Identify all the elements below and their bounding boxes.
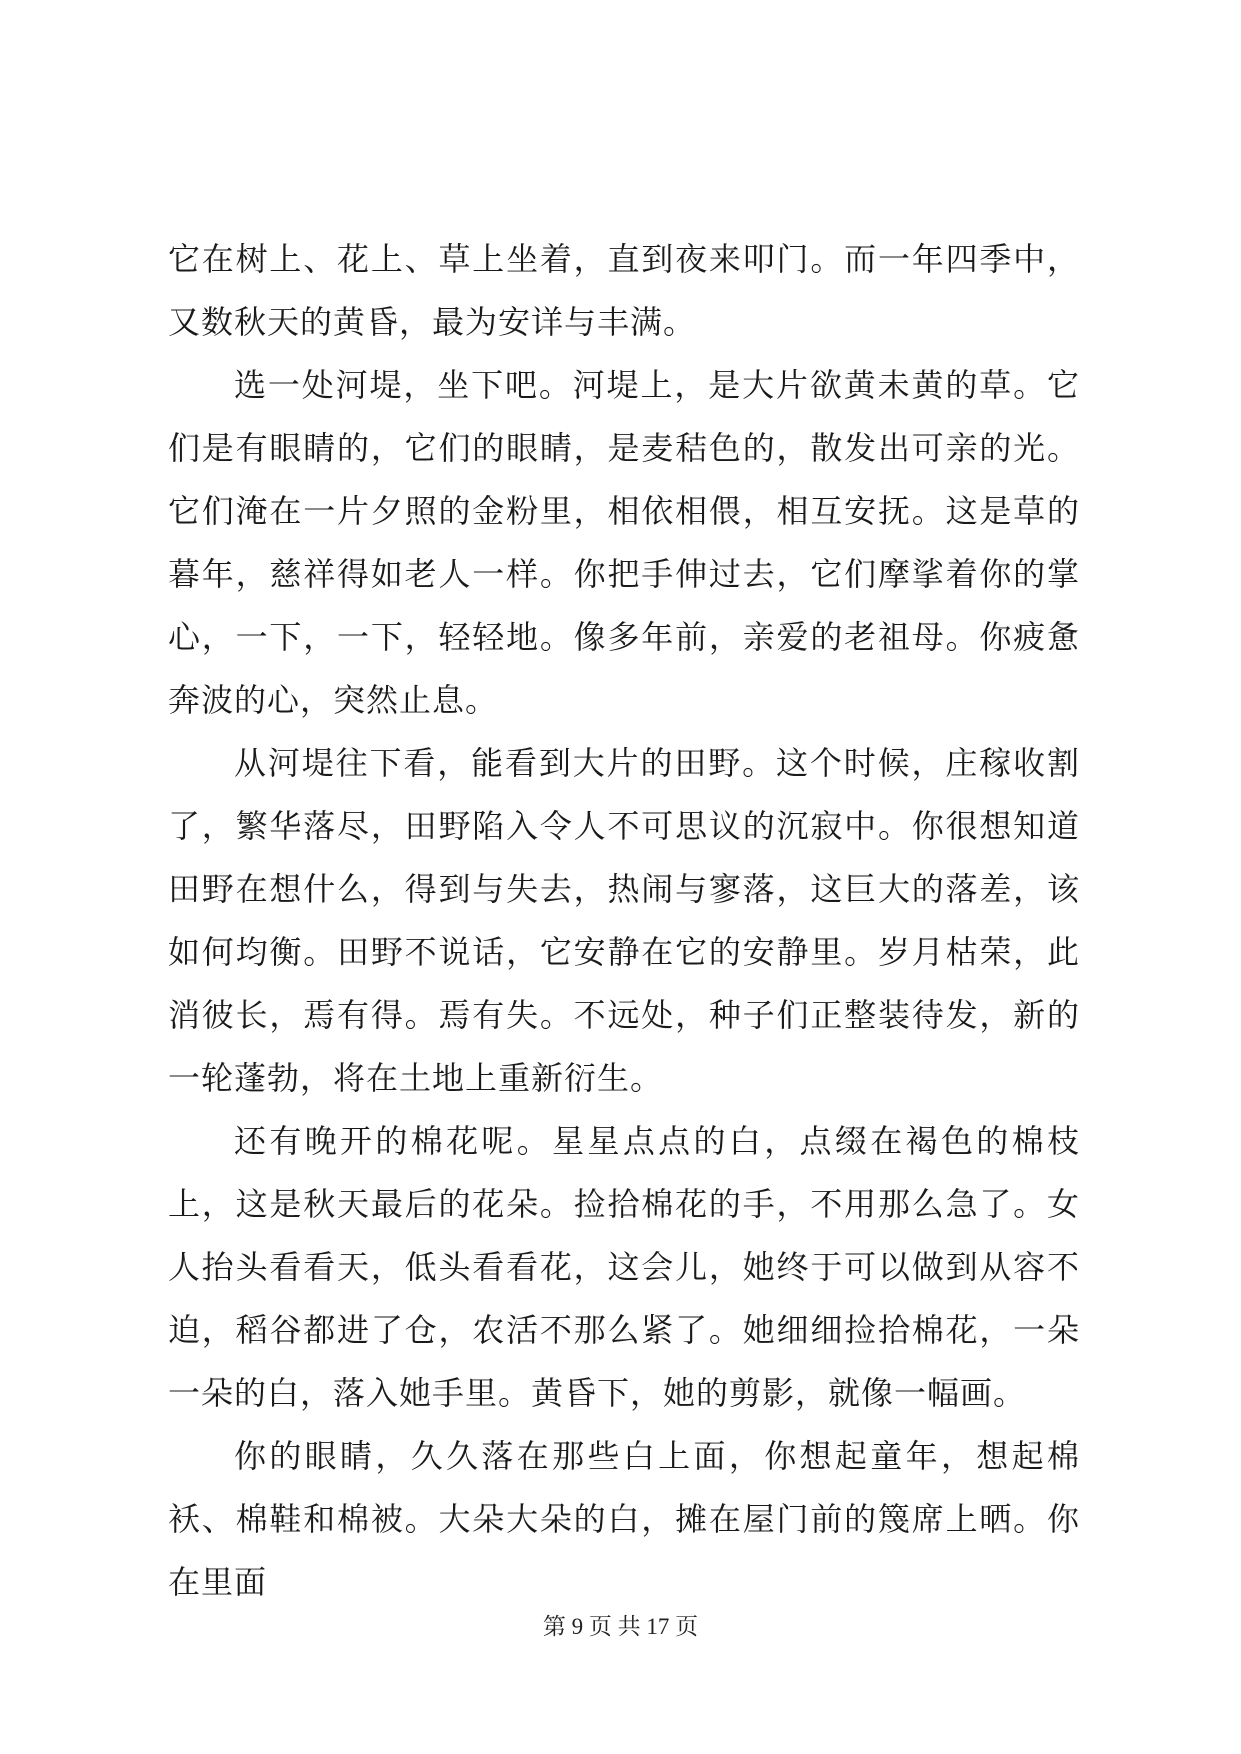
paragraph-4: 还有晚开的棉花呢。星星点点的白，点缀在褐色的棉枝上，这是秋天最后的花朵。捡拾棉花的手，不用那么急了。女人抬头看看天，低头看看花，这会儿，她终于可以做到从容不迫，稻谷都进了仓，农活不那么紧了。她细细捡拾棉花，一朵一朵的白，落入她手里。黄昏下，她的剪影，就像一幅画。 [168,1122,1080,1412]
paragraph-2: 选一处河堤，坐下吧。河堤上，是大片欲黄未黄的草。它们是有眼睛的，它们的眼睛，是麦秸色的，散发出可亲的光。它们淹在一片夕照的金粉里，相依相偎，相互安抚。这是草的暮年，慈祥得如老人一样。你把手伸过去，它们摩挲着你的掌心，一下，一下，轻轻地。像多年前，亲爱的老祖母。你疲惫奔波的心，突然止息。 [168,366,1080,719]
paragraph-1: 它在树上、花上、草上坐着，直到夜来叩门。而一年四季中，又数秋天的黄昏，最为安详与丰满。 [168,240,1080,341]
paragraph-3: 从河堤往下看，能看到大片的田野。这个时候，庄稼收割了，繁华落尽，田野陷入令人不可思议的沉寂中。你很想知道田野在想什么，得到与失去，热闹与寥落，这巨大的落差，该如何均衡。田野不说话，它安静在它的安静里。岁月枯荣，此消彼长，焉有得。焉有失。不远处，种子们正整装待发，新的一轮蓬勃，将在土地上重新衍生。 [168,744,1080,1097]
page-number-footer: 第 9 页 共 17 页 [542,1614,699,1639]
paragraph-5: 你的眼睛，久久落在那些白上面，你想起童年，想起棉袄、棉鞋和棉被。大朵大朵的白，摊在屋门前的篾席上晒。你在里面 [168,1437,1080,1601]
document-body [168,228,1080,1614]
